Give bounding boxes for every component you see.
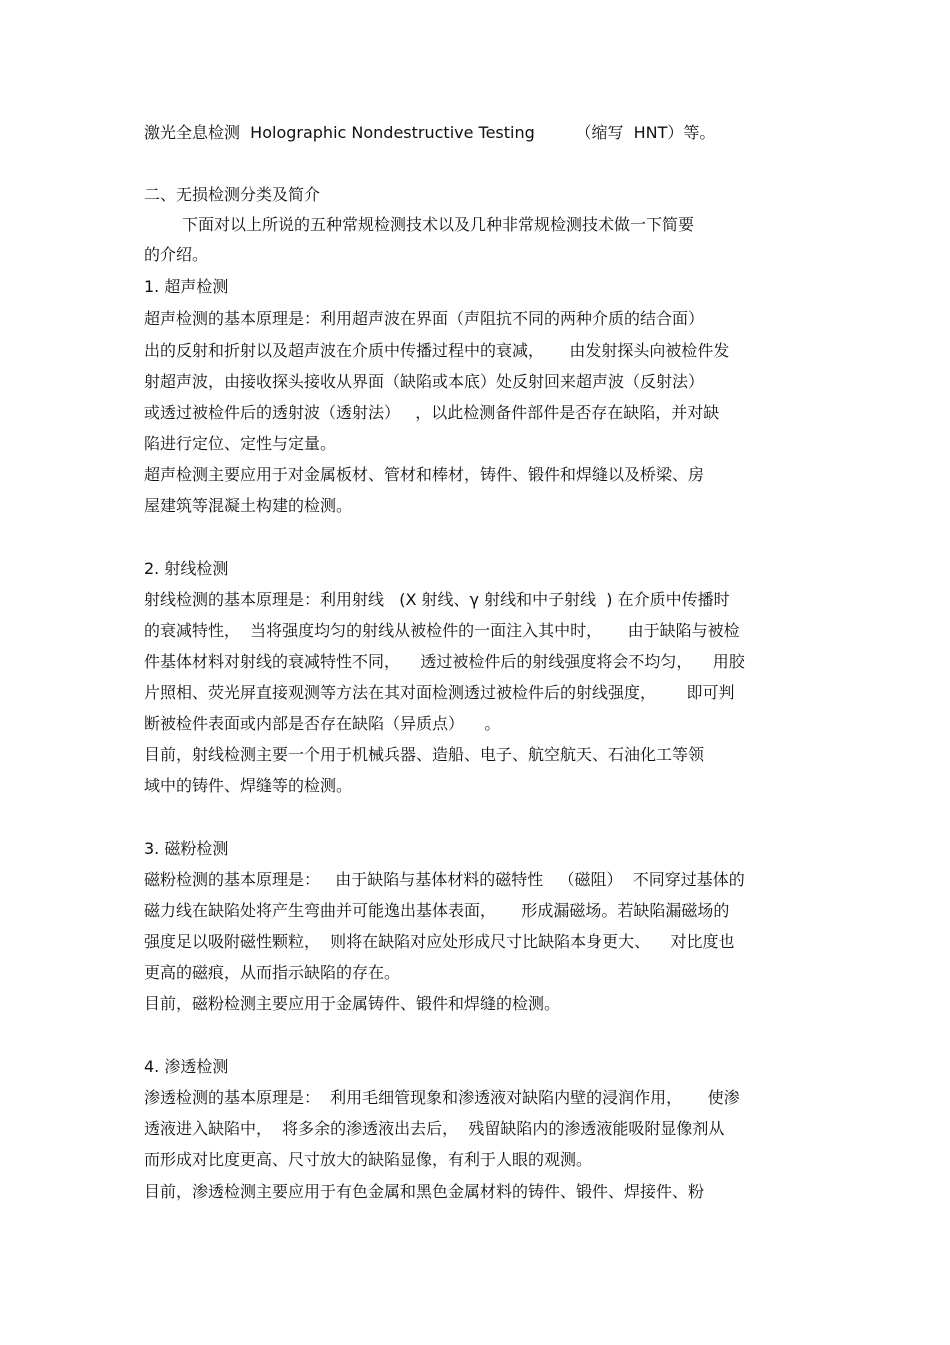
text-line: 陷进行定位、定性与定量。 bbox=[144, 434, 337, 453]
section-heading: 二、无损检测分类及简介 bbox=[144, 185, 321, 204]
text-line: 超声检测的基本原理是：利用超声波在界面（声阻抗不同的两种介质的结合面） bbox=[144, 309, 705, 328]
text-line: 出的反射和折射以及超声波在介质中传播过程中的衰减， 由发射探头向被检件发 bbox=[144, 341, 730, 360]
subsection-heading: 3. 磁粉检测 bbox=[144, 839, 229, 858]
text-line: 射线检测的基本原理是：利用射线 (X 射线、γ 射线和中子射线 ) 在介质中传播时 bbox=[144, 590, 730, 609]
text-line: 的衰减特性， 当将强度均匀的射线从被检件的一面注入其中时， 由于缺陷与被检 bbox=[144, 621, 740, 640]
text-line: 目前，渗透检测主要应用于有色金属和黑色金属材料的铸件、锻件、焊接件、粉 bbox=[144, 1182, 705, 1201]
text-line: 或透过被检件后的透射波（透射法） ，以此检测备件部件是否存在缺陷，并对缺 bbox=[144, 403, 720, 422]
text-line: 屋建筑等混凝土构建的检测。 bbox=[144, 496, 353, 515]
subsection-heading: 1. 超声检测 bbox=[144, 277, 229, 296]
text-line: 的介绍。 bbox=[144, 245, 209, 264]
text-line: 片照相、荧光屏直接观测等方法在其对面检测透过被检件后的射线强度， 即可判 bbox=[144, 683, 735, 702]
text-line: 激光全息检测 Holographic Nondestructive Testing （缩写 HNT）等。 bbox=[144, 123, 716, 142]
subsection-heading: 2. 射线检测 bbox=[144, 559, 229, 578]
text-line: 下面对以上所说的五种常规检测技术以及几种非常规检测技术做一下简要 bbox=[182, 215, 695, 234]
text-line: 更高的磁痕，从而指示缺陷的存在。 bbox=[144, 963, 401, 982]
text-line: 目前，磁粉检测主要应用于金属铸件、锻件和焊缝的检测。 bbox=[144, 994, 561, 1013]
text-line: 目前，射线检测主要一个用于机械兵器、造船、电子、航空航天、石油化工等领 bbox=[144, 745, 705, 764]
text-line: 磁力线在缺陷处将产生弯曲并可能逸出基体表面， 形成漏磁场。若缺陷漏磁场的 bbox=[144, 901, 730, 920]
text-line: 而形成对比度更高、尺寸放大的缺陷显像，有利于人眼的观测。 bbox=[144, 1150, 593, 1169]
text-line: 域中的铸件、焊缝等的检测。 bbox=[144, 776, 353, 795]
text-line: 强度足以吸附磁性颗粒， 则将在缺陷对应处形成尺寸比缺陷本身更大、 对比度也 bbox=[144, 932, 735, 951]
text-line: 超声检测主要应用于对金属板材、管材和棒材，铸件、锻件和焊缝以及桥梁、房 bbox=[144, 465, 705, 484]
text-line: 断被检件表面或内部是否存在缺陷（异质点） 。 bbox=[144, 714, 501, 733]
text-line: 射超声波，由接收探头接收从界面（缺陷或本底）处反射回来超声波（反射法） bbox=[144, 372, 705, 391]
text-line: 磁粉检测的基本原理是： 由于缺陷与基体材料的磁特性 （磁阻） 不同穿过基体的 bbox=[144, 870, 745, 889]
text-line: 渗透检测的基本原理是： 利用毛细管现象和渗透液对缺陷内壁的浸润作用， 使渗 bbox=[144, 1088, 740, 1107]
text-line: 透液进入缺陷中， 将多余的渗透液出去后， 残留缺陷内的渗透液能吸附显像剂从 bbox=[144, 1119, 725, 1138]
text-line: 件基体材料对射线的衰减特性不同， 透过被检件后的射线强度将会不均匀， 用胶 bbox=[144, 652, 745, 671]
subsection-heading: 4. 渗透检测 bbox=[144, 1057, 229, 1076]
